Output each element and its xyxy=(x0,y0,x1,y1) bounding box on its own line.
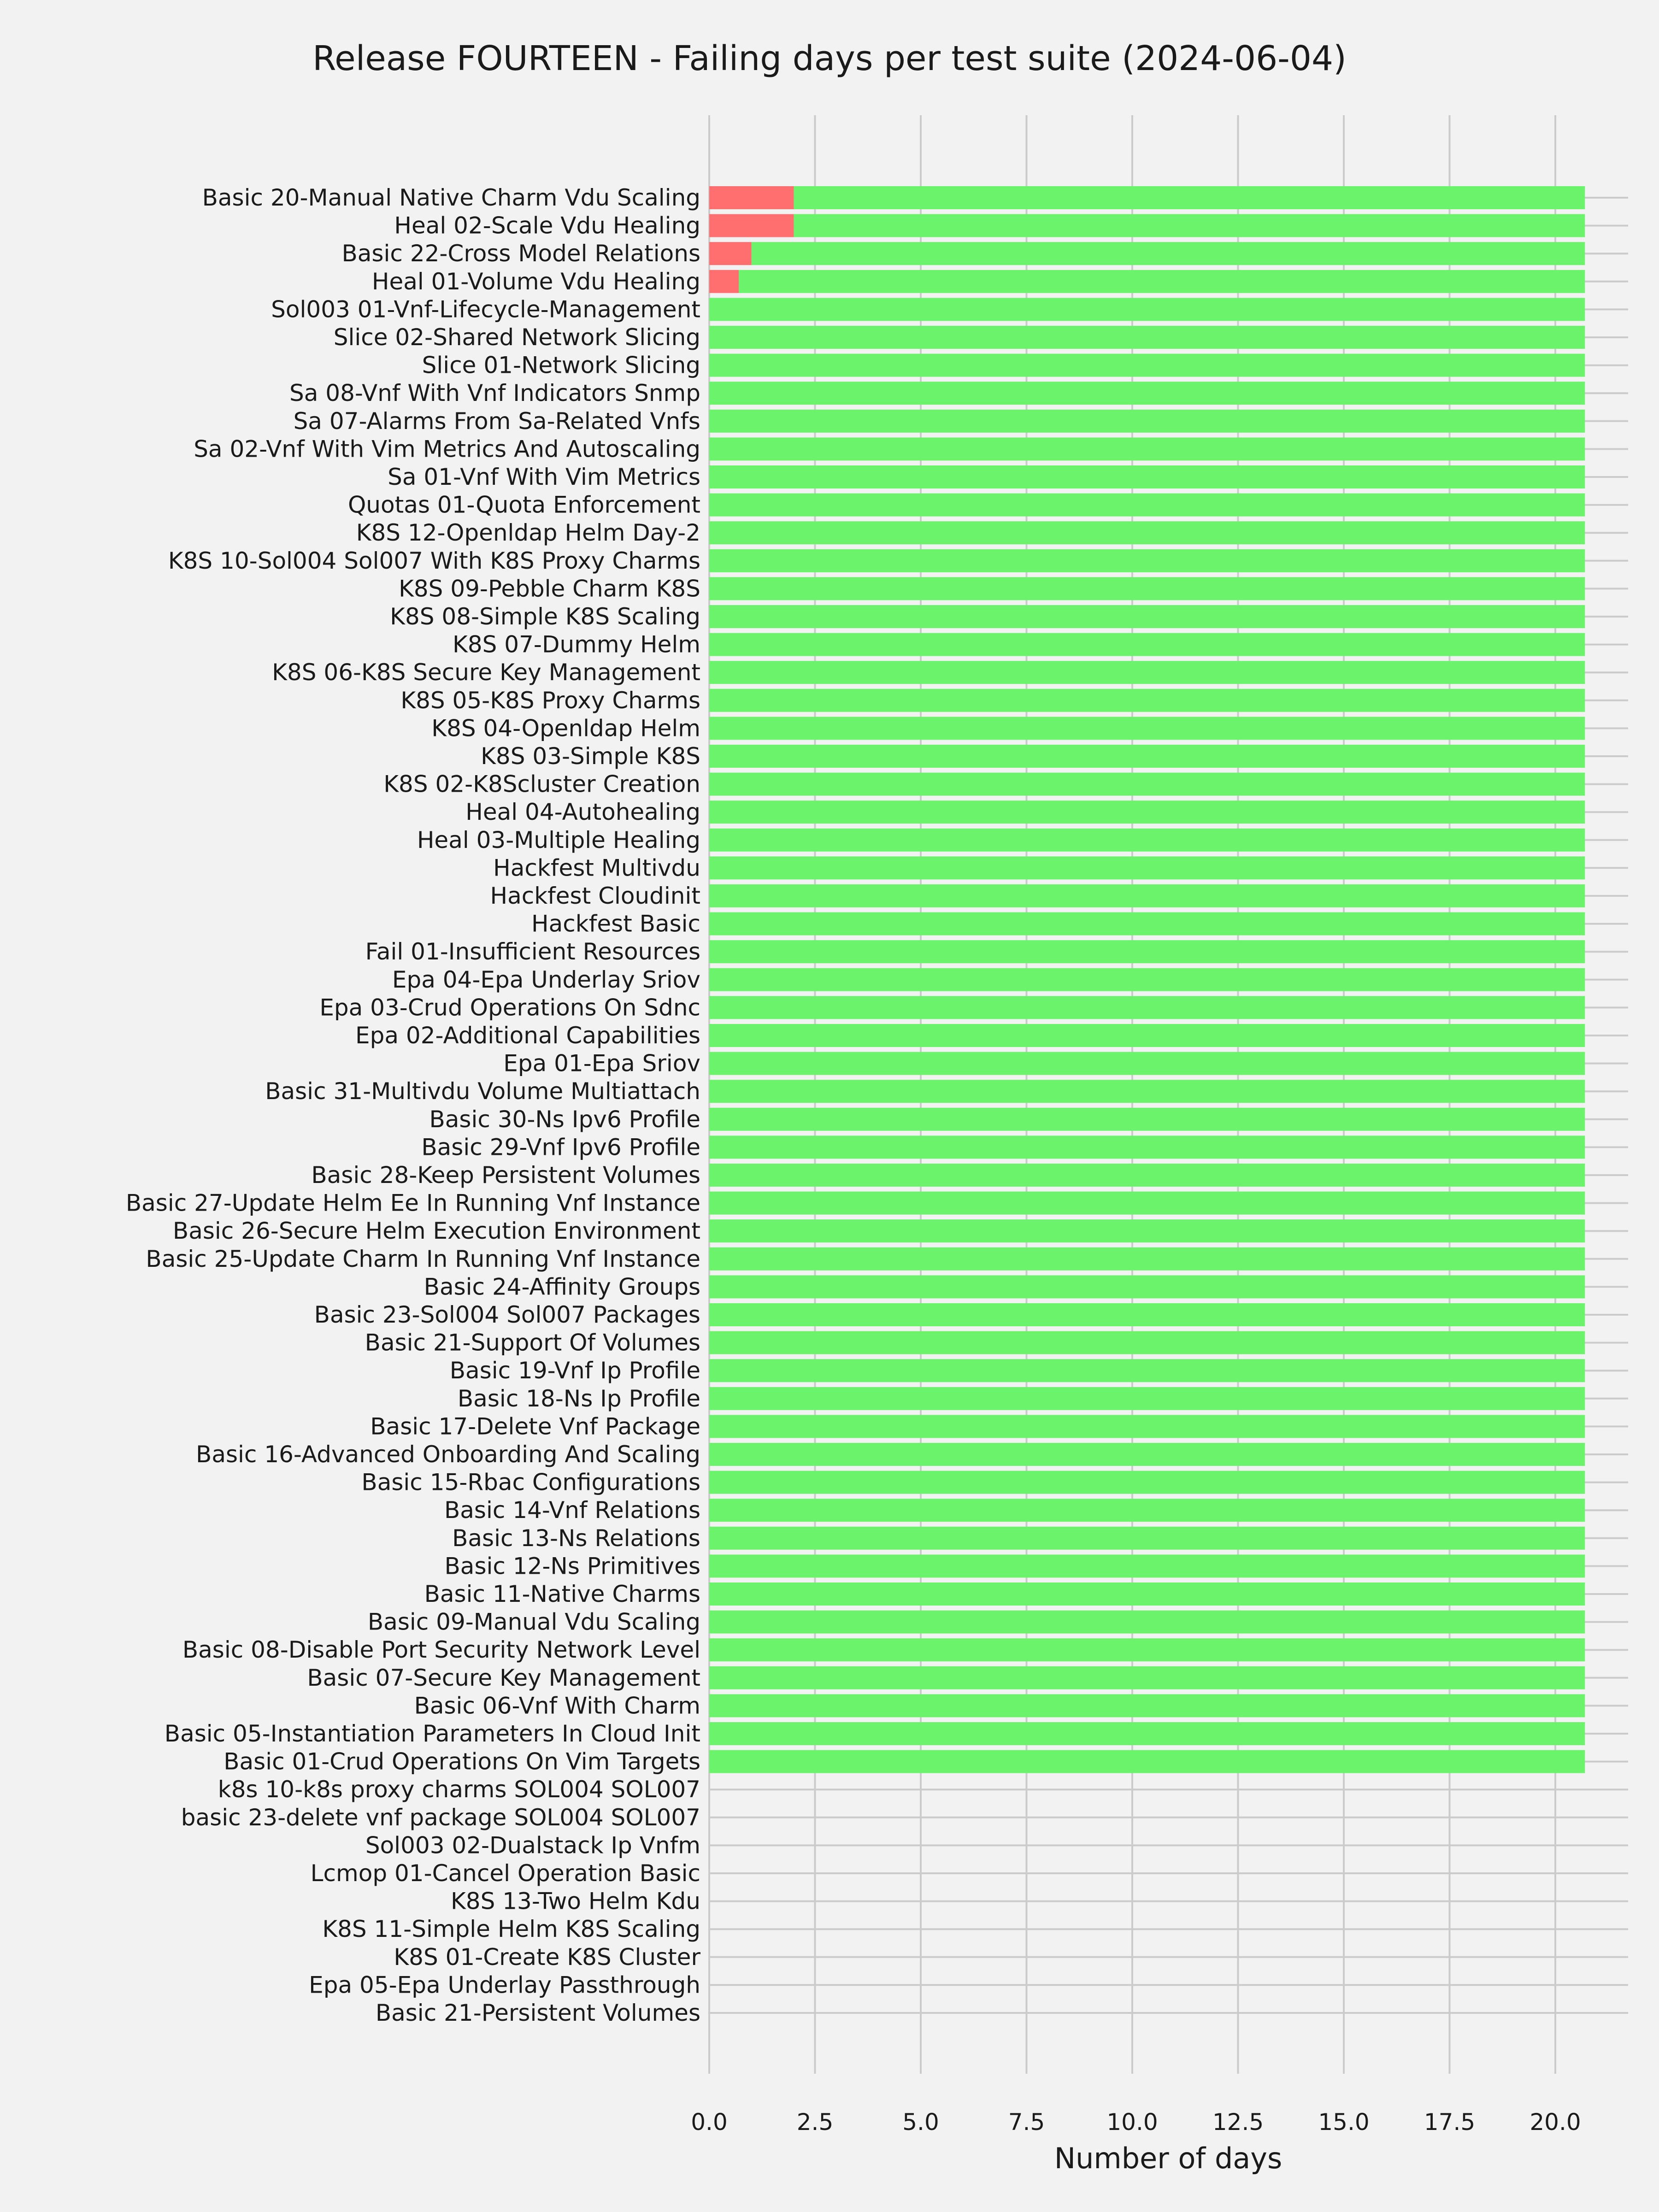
y-tick-label: K8S 07-Dummy Helm xyxy=(453,631,700,658)
y-tick-label: Sa 01-Vnf With Vim Metrics xyxy=(388,464,700,490)
x-tick-label: 10.0 xyxy=(1106,2109,1158,2136)
x-tick-label: 15.0 xyxy=(1318,2109,1370,2136)
y-tick-label: Heal 01-Volume Vdu Healing xyxy=(371,268,700,295)
bar-pass xyxy=(709,1052,1585,1075)
y-tick-label: Epa 02-Additional Capabilities xyxy=(355,1022,700,1049)
x-axis-label: Number of days xyxy=(1054,2141,1282,2175)
y-tick-label: K8S 12-Openldap Helm Day-2 xyxy=(356,519,700,547)
y-tick-label: Basic 05-Instantiation Parameters In Cloud Init xyxy=(164,1720,700,1747)
y-tick-label: Epa 04-Epa Underlay Sriov xyxy=(392,966,700,993)
bar-pass xyxy=(709,1750,1585,1773)
bar-pass xyxy=(709,800,1585,824)
y-tick-label: Hackfest Cloudinit xyxy=(490,882,700,909)
y-tick-label: Basic 17-Delete Vnf Package xyxy=(370,1413,700,1440)
bar-fail xyxy=(709,270,739,293)
y-tick-label: Basic 07-Secure Key Management xyxy=(307,1664,700,1691)
y-tick-label: K8S 09-Pebble Charm K8S xyxy=(399,575,700,602)
bar-pass xyxy=(709,1638,1585,1661)
bar-pass xyxy=(709,1164,1585,1187)
bar-pass xyxy=(709,1611,1585,1634)
y-tick-label: Slice 02-Shared Network Slicing xyxy=(333,324,700,351)
y-tick-label: Basic 19-Vnf Ip Profile xyxy=(449,1357,700,1384)
bar-pass xyxy=(709,1135,1585,1159)
bar-pass xyxy=(709,521,1585,544)
y-tick-label: Basic 26-Secure Helm Execution Environment xyxy=(172,1218,700,1245)
y-tick-label: Sol003 02-Dualstack Ip Vnfm xyxy=(365,1832,700,1859)
bar-pass xyxy=(709,326,1585,349)
bar-pass xyxy=(709,1527,1585,1550)
y-tick-label: Basic 30-Ns Ipv6 Profile xyxy=(429,1106,700,1133)
y-tick-label: Basic 24-Affinity Groups xyxy=(424,1273,700,1300)
y-tick-label: basic 23-delete vnf package SOL004 SOL007 xyxy=(181,1804,700,1831)
bar-pass xyxy=(709,1303,1585,1326)
bar-pass xyxy=(709,884,1585,907)
bar-pass xyxy=(709,577,1585,600)
bar-pass xyxy=(709,1443,1585,1466)
bar-pass xyxy=(709,382,1585,405)
y-tick-label: Fail 01-Insufficient Resources xyxy=(365,938,700,965)
y-tick-label: Epa 05-Epa Underlay Passthrough xyxy=(309,1971,700,1999)
bar-pass xyxy=(709,494,1585,517)
y-tick-label: Basic 11-Native Charms xyxy=(424,1581,700,1607)
x-tick-label: 2.5 xyxy=(796,2109,834,2136)
y-tick-label: Basic 18-Ns Ip Profile xyxy=(457,1385,700,1412)
y-tick-label: Hackfest Multivdu xyxy=(493,854,700,882)
y-tick-label: K8S 08-Simple K8S Scaling xyxy=(390,603,700,630)
y-tick-label: Basic 12-Ns Primitives xyxy=(444,1553,700,1580)
chart-title: Release FOURTEEN - Failing days per test suite (2024-06-04) xyxy=(312,39,1347,78)
bar-pass xyxy=(709,1666,1585,1689)
y-tick-label: Basic 21-Support Of Volumes xyxy=(365,1329,700,1356)
bar-pass xyxy=(709,1080,1585,1103)
y-tick-label: Sol003 01-Vnf-Lifecycle-Management xyxy=(271,296,700,323)
bar-pass xyxy=(709,1722,1585,1745)
bar-pass xyxy=(709,1694,1585,1717)
bar-pass xyxy=(752,242,1585,265)
bar-fail xyxy=(709,186,794,209)
y-tick-label: K8S 05-K8S Proxy Charms xyxy=(400,687,700,714)
y-tick-label: Quotas 01-Quota Enforcement xyxy=(347,491,700,518)
y-tick-label: Sa 07-Alarms From Sa-Related Vnfs xyxy=(293,407,700,435)
y-tick-label: Basic 25-Update Charm In Running Vnf Instance xyxy=(146,1245,700,1272)
y-tick-label: Basic 09-Manual Vdu Scaling xyxy=(367,1608,700,1635)
x-tick-label: 0.0 xyxy=(691,2109,728,2136)
bar-pass xyxy=(709,437,1585,460)
y-tick-label: Basic 06-Vnf With Charm xyxy=(414,1692,700,1719)
y-tick-label: Basic 16-Advanced Onboarding And Scaling xyxy=(196,1441,700,1468)
bar-pass xyxy=(709,940,1585,963)
y-tick-label: Basic 13-Ns Relations xyxy=(452,1524,700,1552)
bar-pass xyxy=(709,912,1585,935)
y-tick-label: Basic 20-Manual Native Charm Vdu Scaling xyxy=(202,184,700,211)
y-tick-label: Basic 29-Vnf Ipv6 Profile xyxy=(421,1134,700,1161)
bar-pass xyxy=(709,1275,1585,1298)
bar-pass xyxy=(709,1024,1585,1047)
y-tick-label: K8S 04-Openldap Helm xyxy=(431,715,700,742)
bar-pass xyxy=(709,1415,1585,1438)
bar-pass xyxy=(709,689,1585,712)
bar-fail xyxy=(709,214,794,237)
y-tick-label: Heal 04-Autohealing xyxy=(465,799,700,826)
y-tick-label: Slice 01-Network Slicing xyxy=(422,352,700,379)
y-tick-label: k8s 10-k8s proxy charms SOL004 SOL007 xyxy=(218,1776,700,1803)
y-tick-label: K8S 03-Simple K8S xyxy=(481,743,700,770)
bar-pass xyxy=(709,968,1585,991)
bar-pass xyxy=(709,773,1585,796)
y-tick-label: Basic 08-Disable Port Security Network Level xyxy=(182,1636,700,1664)
bar-pass xyxy=(794,214,1585,237)
bar-pass xyxy=(709,661,1585,684)
y-tick-label: Basic 31-Multivdu Volume Multiattach xyxy=(265,1078,700,1105)
y-tick-label: Basic 01-Crud Operations On Vim Targets xyxy=(224,1748,700,1775)
y-tick-label: Heal 03-Multiple Healing xyxy=(417,826,700,853)
bars xyxy=(709,186,1585,1773)
y-tick-label: Basic 28-Keep Persistent Volumes xyxy=(311,1162,700,1188)
y-tick-label: Heal 02-Scale Vdu Healing xyxy=(394,212,700,239)
y-tick-label: Sa 02-Vnf With Vim Metrics And Autoscaling xyxy=(194,435,700,463)
y-tick-label: Hackfest Basic xyxy=(531,910,700,937)
y-tick-label: Lcmop 01-Cancel Operation Basic xyxy=(310,1860,700,1887)
y-tick-label: K8S 06-K8S Secure Key Management xyxy=(272,659,700,686)
bar-pass xyxy=(709,1108,1585,1131)
x-tick-label: 17.5 xyxy=(1424,2109,1476,2136)
y-tick-label: Basic 22-Cross Model Relations xyxy=(341,240,700,267)
bar-pass xyxy=(709,996,1585,1019)
bar-pass xyxy=(709,605,1585,628)
y-tick-label: Basic 27-Update Helm Ee In Running Vnf Instance xyxy=(125,1189,700,1217)
x-tick-labels xyxy=(691,2109,1581,2136)
bar-pass xyxy=(709,1499,1585,1522)
bar-pass xyxy=(709,1359,1585,1382)
y-tick-label: Epa 03-Crud Operations On Sdnc xyxy=(319,994,700,1021)
bar-fail xyxy=(709,242,752,265)
bar-pass xyxy=(709,1583,1585,1606)
y-tick-label: Basic 14-Vnf Relations xyxy=(444,1497,700,1524)
y-tick-label: Basic 21-Persistent Volumes xyxy=(375,2000,700,2026)
bar-pass xyxy=(709,354,1585,377)
bar-pass xyxy=(709,829,1585,852)
bar-pass xyxy=(709,465,1585,488)
x-tick-label: 12.5 xyxy=(1212,2109,1264,2136)
y-tick-label: K8S 01-Create K8S Cluster xyxy=(394,1943,700,1971)
y-tick-label: Sa 08-Vnf With Vnf Indicators Snmp xyxy=(289,380,700,407)
bar-pass xyxy=(709,856,1585,879)
bar-pass xyxy=(709,1247,1585,1271)
y-tick-label: K8S 10-Sol004 Sol007 With K8S Proxy Charms xyxy=(168,547,700,574)
bar-pass xyxy=(794,186,1585,209)
x-tick-label: 7.5 xyxy=(1008,2109,1045,2136)
bar-pass xyxy=(709,745,1585,768)
bar-pass xyxy=(709,410,1585,433)
x-tick-label: 20.0 xyxy=(1530,2109,1581,2136)
bar-pass xyxy=(709,633,1585,656)
bar-pass xyxy=(709,1331,1585,1354)
bar-pass xyxy=(709,1471,1585,1494)
x-tick-label: 5.0 xyxy=(902,2109,939,2136)
y-tick-label: Epa 01-Epa Sriov xyxy=(503,1050,700,1077)
bar-pass xyxy=(709,1554,1585,1577)
bar-pass xyxy=(709,1192,1585,1215)
y-tick-label: K8S 13-Two Helm Kdu xyxy=(450,1888,700,1915)
y-tick-label: Basic 23-Sol004 Sol007 Packages xyxy=(314,1301,700,1328)
y-tick-label: Basic 15-Rbac Configurations xyxy=(361,1469,700,1496)
bar-pass xyxy=(709,549,1585,572)
y-tick-label: K8S 11-Simple Helm K8S Scaling xyxy=(322,1916,700,1943)
bar-pass xyxy=(739,270,1585,293)
bar-pass xyxy=(709,298,1585,321)
bar-pass xyxy=(709,1387,1585,1410)
bar-pass xyxy=(709,717,1585,740)
y-tick-label: K8S 02-K8Scluster Creation xyxy=(383,771,700,798)
bar-pass xyxy=(709,1219,1585,1242)
